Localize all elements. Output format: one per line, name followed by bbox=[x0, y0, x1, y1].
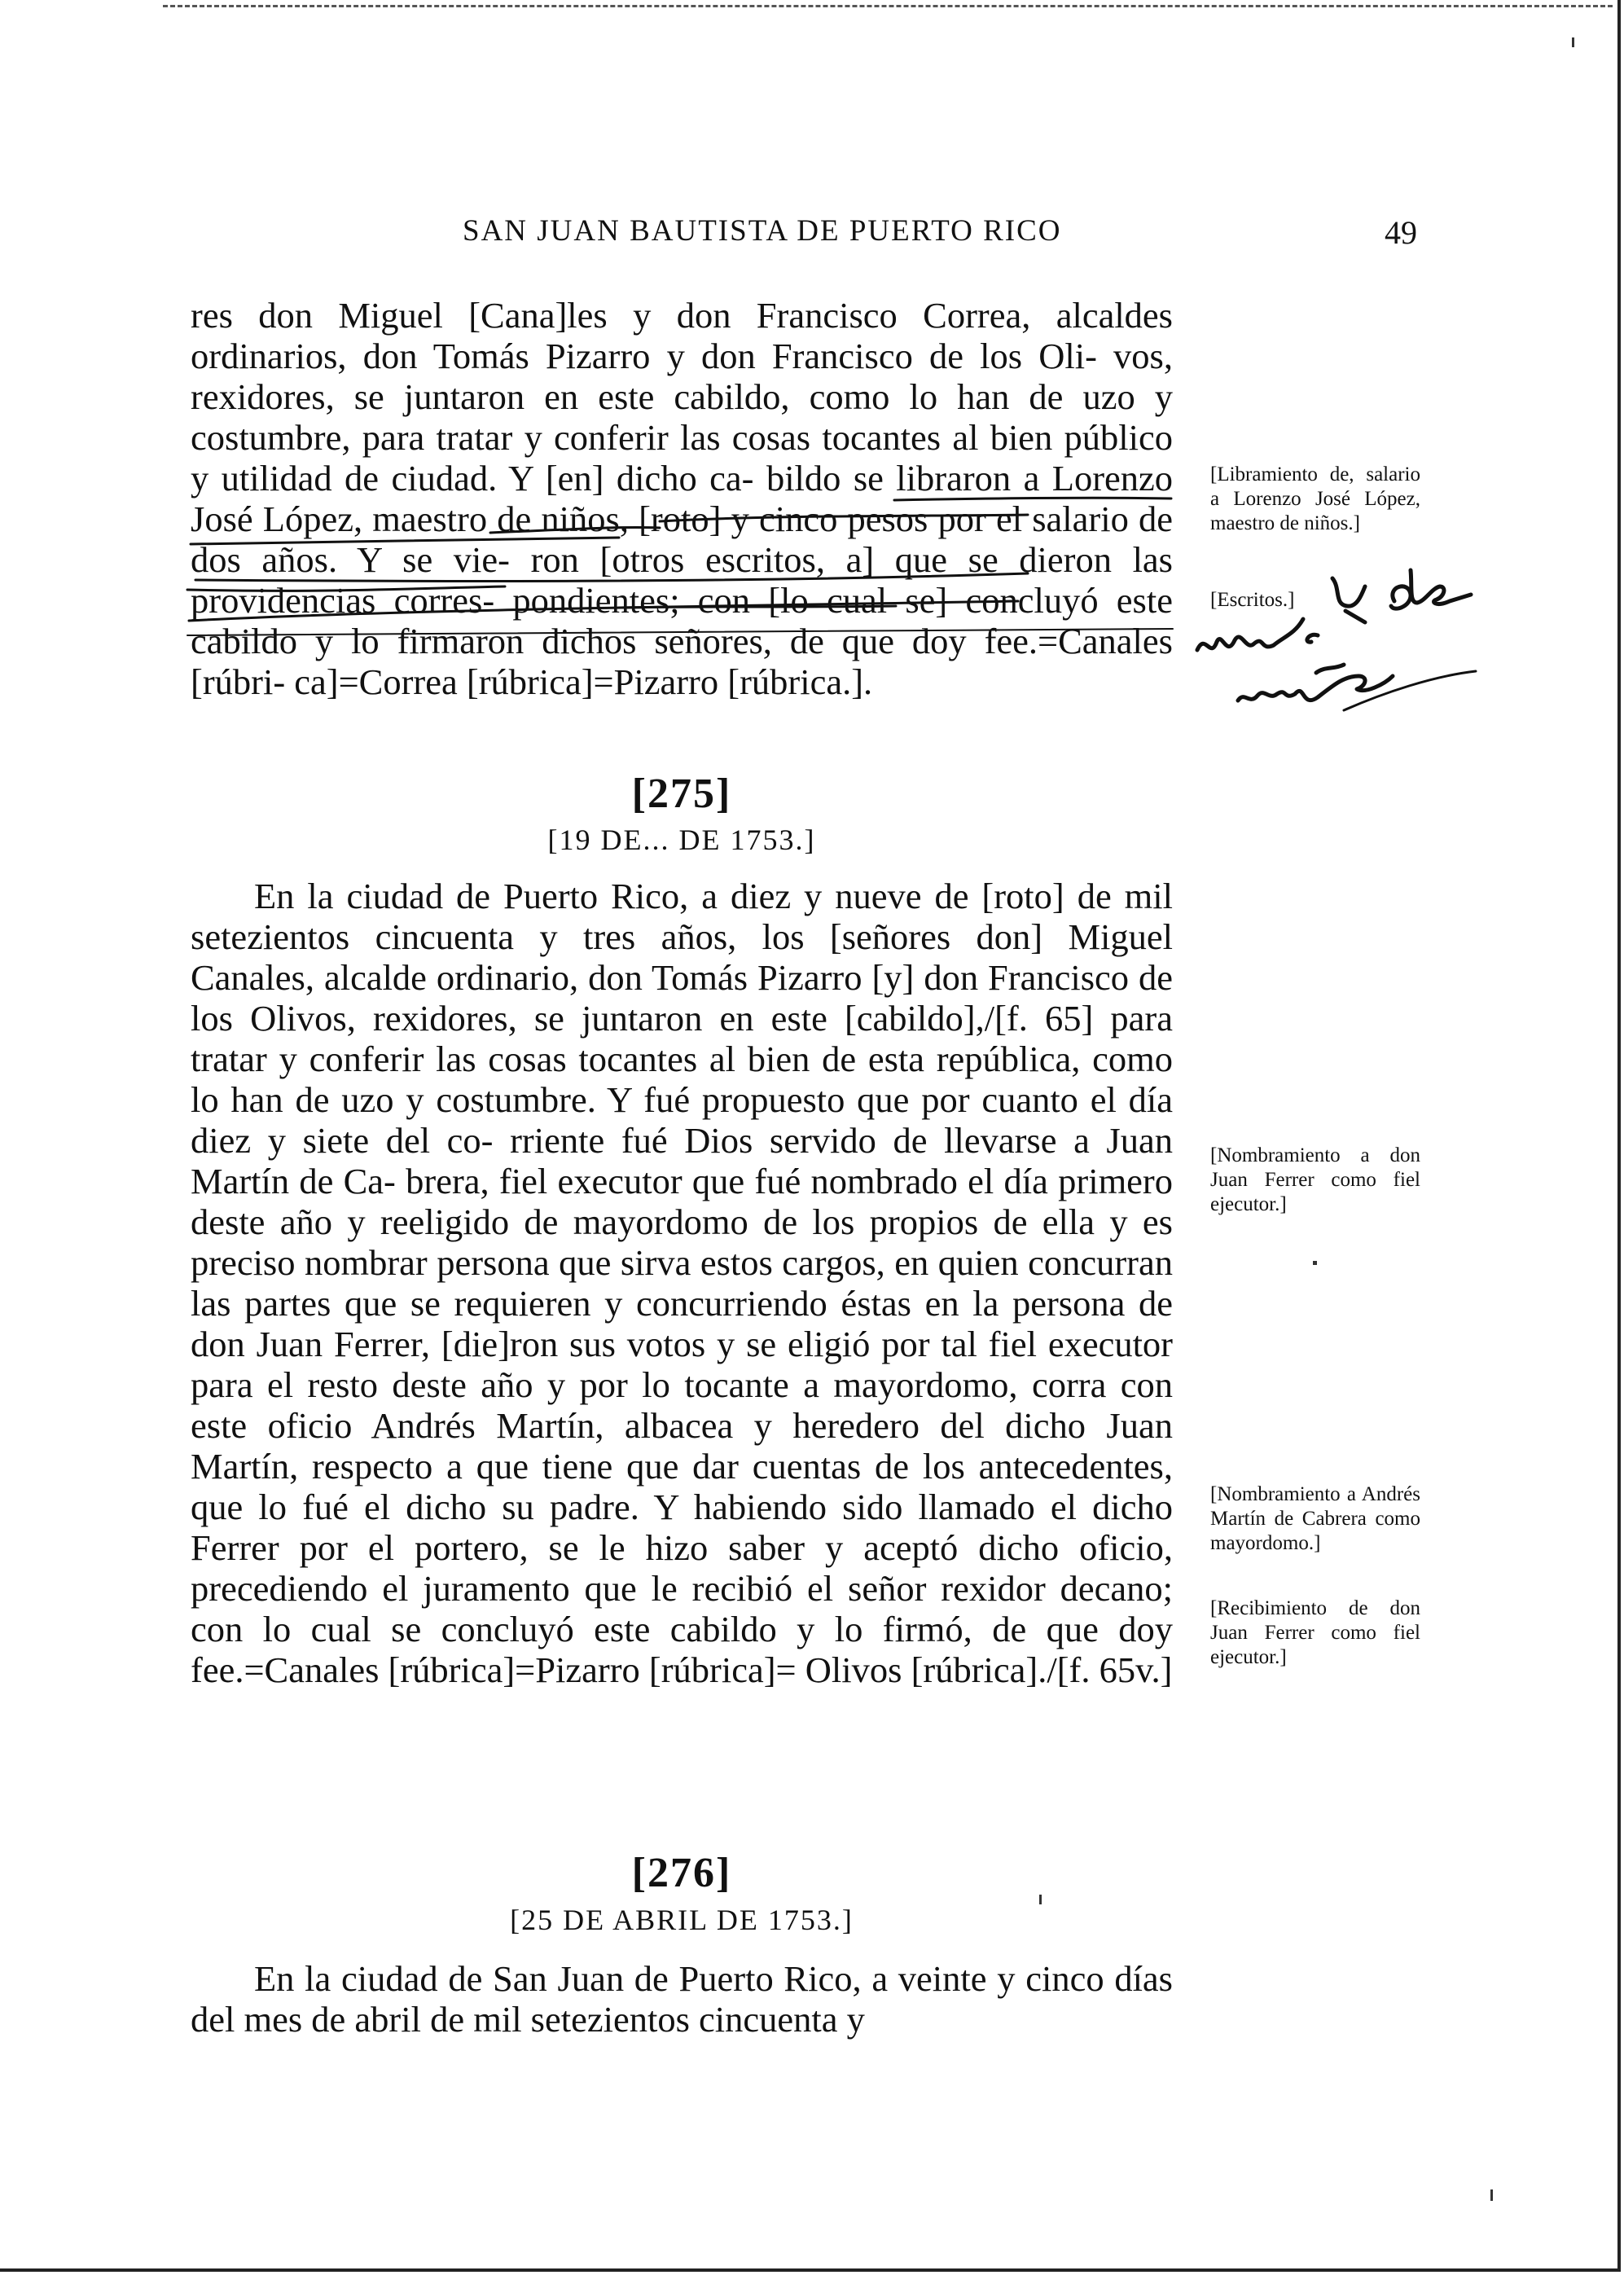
text-line: fué el dicho su padre. Y habiendo sido llamado el dicho bbox=[302, 1487, 1173, 1527]
margin-note-nombramiento-martin: [Nombramiento a Andrés Martín de Cabrera como mayordomo.] bbox=[1210, 1483, 1420, 1554]
text-line: ron [otros escritos, a] que se dieron las providencias corres- bbox=[191, 539, 1174, 621]
text-line: de mil setezientos cincuenta y tres años, los [señores don] bbox=[191, 876, 1174, 957]
entry-number-276: [276] bbox=[631, 1850, 732, 1896]
top-rule bbox=[163, 5, 1613, 7]
print-speck bbox=[1572, 37, 1574, 47]
margin-note-nombramiento-ferrer: [Nombramiento a don Juan Ferrer como fiel ejecutor.] bbox=[1210, 1144, 1420, 1215]
text-line: al bien público y utilidad de ciudad. Y [en] dicho ca- bbox=[191, 417, 1173, 498]
running-head: SAN JUAN BAUTISTA DE PUERTO RICO bbox=[463, 214, 1062, 248]
continuation-paragraph bbox=[191, 295, 1173, 702]
text-line: en la persona de don Juan Ferrer, [die]ron sus votos y se bbox=[191, 1283, 1173, 1364]
text-line: uzo y costumbre, para tratar y conferir las cosas tocantes bbox=[191, 376, 1173, 458]
entry-date-275: [19 DE... DE 1753.] bbox=[547, 823, 816, 856]
text-line: año y reeligido de mayordomo de los propios de ella y es bbox=[279, 1201, 1173, 1242]
text-line: precediendo el juramento que le recibió el señor rexidor bbox=[191, 1568, 1046, 1609]
print-speck bbox=[1039, 1895, 1042, 1904]
text-line: En la ciudad de Puerto Rico, a diez y nueve de [roto] bbox=[254, 876, 1064, 916]
text-line: pondientes; con [lo cual se] concluyó este cabildo y lo bbox=[191, 580, 1173, 661]
text-line: ca]=Correa [rúbrica]=Pizarro [rúbrica.]. bbox=[294, 661, 873, 702]
text-line: Olivos [rúbrica]./[f. 65v.] bbox=[805, 1649, 1173, 1690]
page-number: 49 bbox=[1385, 214, 1417, 251]
print-speck bbox=[1313, 1261, 1317, 1265]
text-line: ordinarios, don Tomás Pizarro y don Francisco de los Oli- bbox=[191, 336, 1097, 376]
text-line: al bien de esta república, como lo han de uzo y costumbre. bbox=[191, 1039, 1173, 1120]
entry-276-paragraph bbox=[191, 1958, 1173, 2040]
text-line: Ferrer por el portero, se le hizo saber y aceptó dicho oficio, bbox=[191, 1527, 1173, 1568]
text-line: a que tiene que dar cuentas de los antecedentes, que lo bbox=[191, 1446, 1174, 1527]
entry-date-276: [25 DE ABRIL DE 1753.] bbox=[510, 1904, 854, 1936]
text-line: bildo se libraron a Lorenzo José López, maestro de niños, bbox=[191, 458, 1174, 539]
text-line: concurran las partes que se requieren y concurriendo éstas bbox=[191, 1242, 1173, 1324]
text-line: Miguel Canales, alcalde ordinario, don Tomás Pizarro [y] bbox=[191, 916, 1174, 998]
print-speck bbox=[1490, 2189, 1493, 2201]
text-line: de que doy fee.=Canales [rúbrica]=Pizarro [rúbrica]= bbox=[191, 1609, 1173, 1690]
text-line: rriente fué Dios servido de llevarse a Juan Martín de Ca- bbox=[191, 1120, 1173, 1201]
text-line: vos, rexidores, se juntaron en este cabildo, como lo han de bbox=[191, 336, 1173, 417]
entry-number-275: [275] bbox=[631, 771, 732, 817]
text-line: lo tocante a mayordomo, corra con este oficio Andrés bbox=[191, 1364, 1173, 1446]
text-line: firmaron dichos señores, de que doy fee.=Canales [rúbri- bbox=[191, 621, 1173, 702]
text-line: don Francisco de los Olivos, rexidores, se juntaron en este bbox=[191, 957, 1173, 1039]
text-line: En la ciudad de San Juan de Puerto Rico, a veinte y bbox=[254, 1958, 1016, 1999]
text-line: [cabildo],/[f. 65] para tratar y conferir las cosas tocantes bbox=[191, 998, 1174, 1079]
text-line: Y fué propuesto que por cuanto el día diez y siete del co- bbox=[191, 1079, 1174, 1161]
text-line: eligió por tal fiel executor para el resto deste año y por bbox=[191, 1324, 1174, 1405]
text-line: decano; con lo cual se concluyó este cabildo y lo firmó, bbox=[191, 1568, 1173, 1649]
text-line: Martín, albacea y heredero del dicho Juan Martín, respecto bbox=[191, 1405, 1173, 1487]
handwritten-annotation bbox=[1173, 538, 1482, 749]
text-line: res don Miguel [Cana]les y don Francisco Correa, alcaldes bbox=[191, 295, 1173, 336]
text-line: cinco días del mes de abril de mil setezientos cincuenta y bbox=[191, 1958, 1174, 2040]
text-line: brera, fiel executor que fué nombrado el día primero deste bbox=[191, 1161, 1174, 1242]
entry-275-paragraph bbox=[191, 876, 1173, 1690]
margin-note-escritos: [Escritos.] bbox=[1210, 589, 1295, 611]
margin-note-recibimiento-ferrer: [Recibimiento de don Juan Ferrer como fiel ejecutor.] bbox=[1210, 1597, 1420, 1668]
margin-note-libramiento: [Libramiento de, salario a Lorenzo José López, maestro de niños.] bbox=[1210, 463, 1420, 534]
text-line: [roto] y cinco pesos por el salario de dos años. Y se vie- bbox=[191, 498, 1174, 580]
text-line: preciso nombrar persona que sirva estos cargos, en quien bbox=[191, 1242, 1019, 1283]
